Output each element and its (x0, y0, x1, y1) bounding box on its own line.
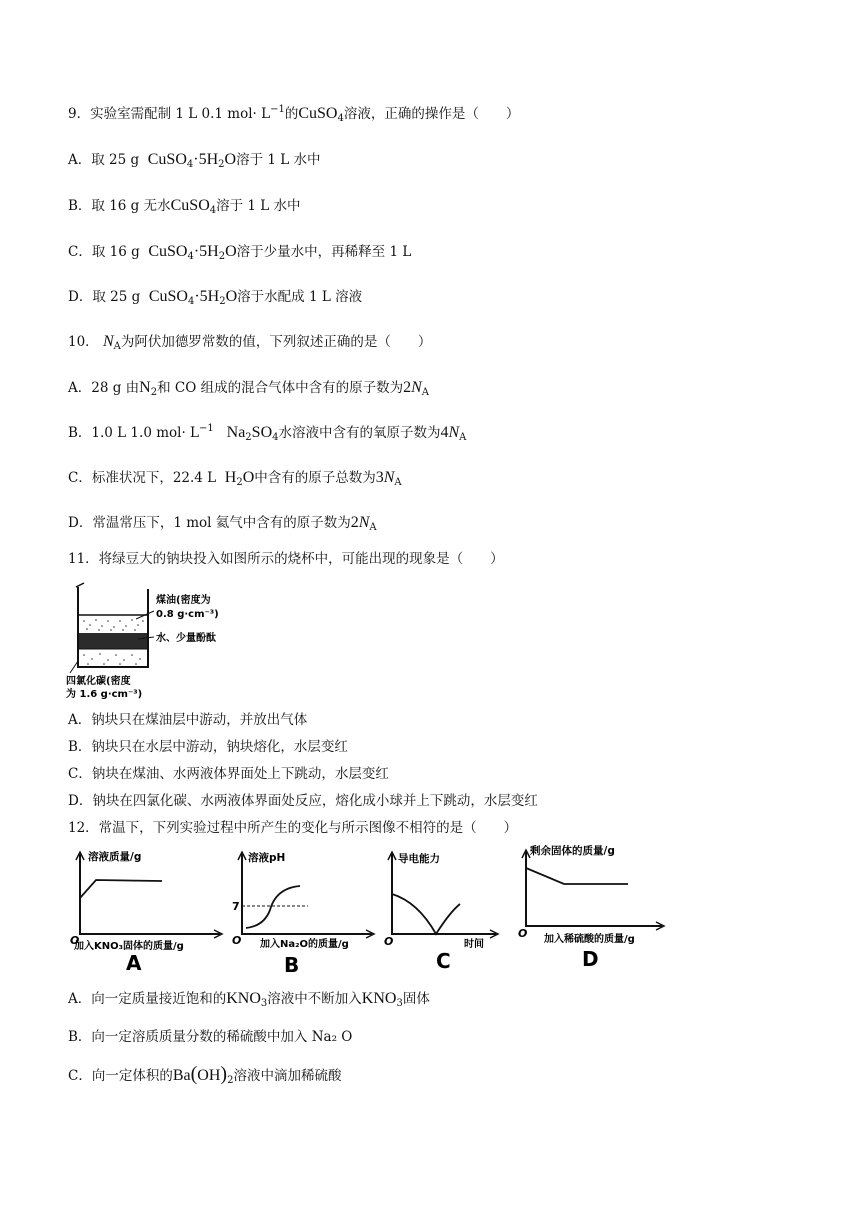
q11-option-a: A．钠块只在煤油层中游动，并放出气体 (68, 712, 308, 728)
graph-b-ylabel: 溶液pH (248, 852, 286, 864)
q9-stem: 9．实验室需配制 1 L 0.1 $mol\cdot L^{-1}$的CuSO$_4$溶液，正确的操作是（ ） (68, 104, 520, 124)
q10-option-d: D．常温常压下，1 mol 氦气中含有的原子数为$2N_A$ (68, 514, 377, 533)
q9-option-d: D．取 25 g $CuSO_4\cdot 5H_2O$溶于水配成 1 L 溶液 (68, 288, 363, 307)
graph-b-tag: B (284, 953, 300, 976)
graph-d-xlabel: 加入稀硫酸的质量/g (544, 934, 635, 945)
graph-b-tick-7: 7 (232, 900, 240, 913)
ccl4-density: 为 1.6 g·cm⁻³) (66, 689, 143, 699)
graph-a-xlabel: 加入KNO₃固体的质量/g (74, 941, 184, 952)
ccl4-label: 四氯化碳(密度 (66, 676, 131, 687)
q9-option-a: A．取 25 g $CuSO_4\cdot 5H_2O$溶于 1 L 水中 (68, 151, 321, 170)
q9-option-b: B．取 16 g 无水CuSO$_4$溶于 1 L 水中 (68, 197, 301, 216)
graph-c-xlabel: 时间 (464, 939, 484, 950)
graph-c-origin: O (384, 935, 394, 948)
graph-b-origin: O (232, 934, 242, 947)
graph-d-tag: D (582, 947, 599, 970)
q12-stem: 12．常温下，下列实验过程中所产生的变化与所示图像不相符的是（ ） (68, 820, 518, 836)
graph-d (516, 842, 666, 970)
graph-a-origin: O (70, 934, 80, 947)
graph-c-curve (392, 894, 460, 934)
q10-option-c: C．标准状况下，22.4 L $H_2O$中含有的原子总数为$3N_A$ (68, 469, 402, 488)
q12-option-a: A．向一定质量接近饱和的$KNO_3$溶液中不断加入$KNO_3$固体 (68, 990, 430, 1009)
q11-option-c: C．钠块在煤油、水两液体界面处上下跳动，水层变红 (68, 766, 389, 782)
graph-a-curve (80, 880, 162, 898)
q11-option-d: D．钠块在四氯化碳、水两液体界面处反应，熔化成小球并上下跳动，水层变红 (68, 793, 538, 809)
q10-option-a: A．28 g 由$N_2$和 CO 组成的混合气体中含有的原子数为$2N_A$ (68, 379, 429, 398)
graph-d-ylabel: 剩余固体的质量/g (530, 845, 615, 857)
graph-a (64, 848, 224, 976)
q12-option-b: B．向一定溶质质量分数的稀硫酸中加入 Na₂ O (68, 1029, 353, 1045)
graph-c-ylabel: 导电能力 (398, 853, 440, 865)
water-layer (79, 633, 147, 649)
q11-stem: 11．将绿豆大的钠块投入如图所示的烧杯中，可能出现的现象是（ ） (68, 551, 504, 567)
q11-option-b: B．钠块只在水层中游动，钠块熔化，水层变红 (68, 739, 348, 755)
graph-a-ylabel: 溶液质量/g (88, 851, 142, 863)
kerosene-label: 煤油(密度为 (156, 595, 211, 606)
graph-b-xlabel: 加入Na₂O的质量/g (260, 939, 349, 950)
beaker-figure (66, 581, 246, 699)
kerosene-density: 0.8 g·cm⁻³) (156, 609, 219, 620)
q10-option-b: B．1.0 L 1.0 $mol\cdot L^{-1}$ $Na_2SO_4$水溶液中含有的氧原子数为$4N_A$ (68, 423, 467, 443)
graph-a-axes (80, 854, 220, 934)
graph-c-tag: C (436, 949, 451, 973)
graph-a-tag: A (126, 951, 142, 975)
graph-c (384, 848, 504, 976)
kerosene-layer (79, 615, 147, 633)
q10-stem: 10． $N_A$为阿伏加德罗常数的值，下列叙述正确的是（ ） (68, 333, 432, 352)
graph-d-curve (526, 868, 628, 884)
graph-b (228, 848, 378, 976)
graph-d-axes (526, 852, 662, 926)
water-label: 水、少量酚酞 (156, 633, 216, 644)
q9-option-c: C．取 16 g $CuSO_4\cdot 5H_2O$溶于少量水中，再稀释至 1 L (68, 243, 412, 262)
q12-option-c: C．向一定体积的$Ba(OH)_2$溶液中滴加稀硫酸 (68, 1063, 342, 1086)
graph-d-origin: O (518, 927, 528, 940)
graph-b-curve (246, 886, 300, 928)
